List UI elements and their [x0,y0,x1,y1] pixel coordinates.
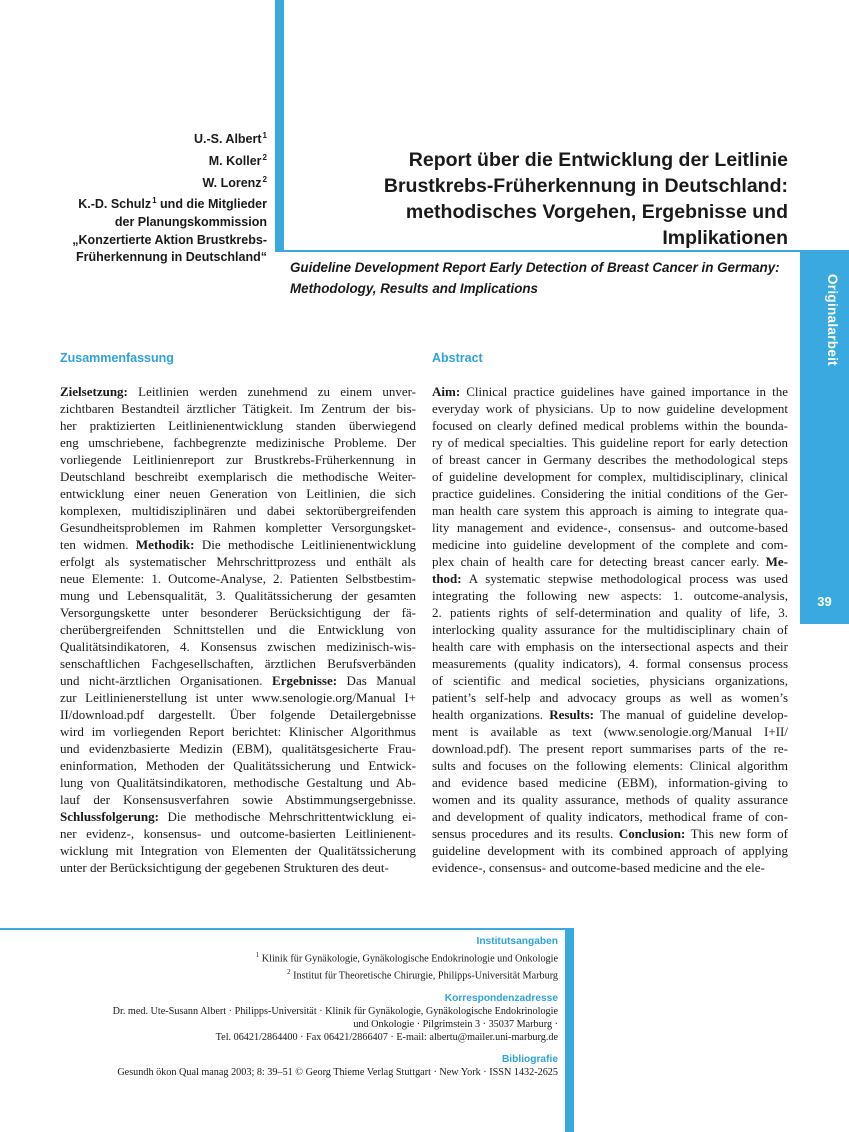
footer-rule [0,928,572,930]
zusammenfassung-body [60,383,416,876]
text-line: evidence-, consensus- and outcome-based medicine and the ele- [432,860,765,875]
korrespondenz-heading: Korrespondenzadresse [444,993,558,1005]
text-line: and development of quality indicators, methodical frame of con- [432,809,788,824]
text-line: medicine into guideline development of the complete and com- [432,537,788,552]
author-line: „Konzertierte Aktion Brustkrebs- [72,232,267,247]
text-line: of breast cancer in Germany describes the methodological steps [432,452,788,467]
text-line: unter der Berücksichtigung der gegebenen Strukturen des deut- [60,860,389,875]
text-line: patient’s self-help and advocacy groups as well as women’s [432,690,788,705]
text-line: ment is available as text (www.senologie.org/Manual I+II/ [432,724,788,739]
text-line: measurements (quality indicators), 4. formal consensus process [432,656,788,671]
text-line: her praktizierten Leitlinienentwicklung standen überwiegend [60,418,416,433]
text-line: practice guidelines. Considering the initial conditions of the Ger- [432,486,788,501]
article-title [300,147,788,251]
text-line: of guideline development for complex, multidisciplinary, clinical [432,469,788,484]
korrespondenz-line: Tel. 06421/2864400 · Fax 06421/2866407 · E-mail: albertu@mailer.uni-marburg.de [215,1031,558,1043]
zusammenfassung-heading: Zusammenfassung [60,351,174,365]
text-line: Deutschland beschreibt exemplarisch die methodische Weiter- [60,469,416,484]
text-line: wird im vorliegenden Report berichtet: Klinischer Algorithmus [60,724,416,739]
title-line: Brustkrebs-Früherkennung in Deutschland: [383,175,788,197]
institution-line: $^2$ Institut für Theoretische Chirurgie, Philipps-Universität Marburg [287,967,558,982]
author-line: Früherkennung in Deutschland“ [76,250,267,265]
article-info [40,936,558,1080]
text-line: plex chain of health care for detecting breast cancer early. Me- [432,554,788,569]
author-line: M. Koller$^2$ [208,152,267,168]
institution-line: $^1$ Klinik für Gynäkologie, Gynäkologische Endokrinologie und Onkologie [255,950,558,965]
text-line: lity management and evidence-, consensus- and outcome-based [432,520,788,535]
text-line: eng umschriebene, fachbegrenzte medizinische Probleme. Der [60,435,416,450]
text-line: ten widmen. Methodik: Die methodische Leitlinienentwicklung [60,537,417,552]
author-line: der Planungskommission [114,215,267,229]
text-line: download.pdf). The present report summarises parts of the re- [432,741,788,756]
text-line: integrating the following new aspects: 1. outcome-analysis, [432,588,788,603]
subtitle-line: Guideline Development Report Early Detection of Breast Cancer in Germany: [290,260,780,275]
text-line: Versorgungskette unter besonderer Berücksichtigung der fä- [60,605,416,620]
text-line: senschaftlichen Fachgesellschaften, ärztlichen Berufsverbänden [60,656,416,671]
text-line: everyday work of physicians. Up to now guideline development [432,401,788,416]
text-line: wicklung mit Integration von Elementen der Qualitätssicherung [60,843,416,858]
text-line: ry of medical specialties. This guideline report for early detection [432,435,788,450]
text-line: Gesundheitsproblemen im Rahmen kompletter Versorgungsket- [60,520,416,535]
text-line: health care with emphasis on the intersectional aspects and their [432,639,788,654]
korrespondenz-line: und Onkologie · Pilgrimstein 3 · 35037 Marburg · [353,1018,558,1030]
text-line: Schlussfolgerung: Die methodische Mehrschrittentwicklung ei- [60,809,416,824]
text-line: and evidence based medicine (EBM), information-giving to [432,775,788,790]
article-subtitle [290,257,790,299]
author-line: W. Lorenz$^2$ [202,174,267,190]
text-line: komplexen, multidisziplinären und dabei sektorübergreifenden [60,503,416,518]
text-line: Aim: Clinical practice guidelines have gained importance in the [432,384,788,399]
text-line: und nicht-ärztlichen Organisationen. Ergebnisse: Das Manual [60,673,416,688]
text-line: vorliegende Leitlinienreport zur Brustkrebs-Früherkennung in [60,452,416,467]
abstract-body [432,383,788,876]
text-line: interlocking quality assurance for the multidisciplinary chain of [432,622,788,637]
text-line: Qualitätsindikatoren, 4. Konsensus zwischen medizinisch-wis- [60,639,416,654]
text-line: eninformation, Methoden der Qualitätssicherung und Entwick- [60,758,416,773]
text-line: II/download.pdf dargestellt. Über folgende Detailergebnisse [60,707,416,722]
page-number: 39 [817,594,832,609]
text-line: ner evidenz-, konsensus- und outcome-basierten Leitlinienent- [60,826,416,841]
title-line: Report über die Entwicklung der Leitlinie [408,149,788,171]
title-line: Implikationen [662,227,788,249]
text-line: women and its quality assurance, methods of quality assurance [432,792,788,807]
subtitle-line: Methodology, Results and Implications [290,281,538,296]
institutsangaben-heading: Institutsangaben [476,936,558,947]
side-category-tab [800,252,849,624]
text-line: lung von Qualitätsindikatoren, methodische Gestaltung und Ab- [60,775,416,790]
text-line: cherübergreifenden Schnittstellen und die Entwicklung von [60,622,416,637]
text-line: health organizations. Results: The manual of guideline develop- [432,707,788,722]
category-label: Originalarbeit [825,274,840,366]
text-line: entwicklung einer neuen Generation von Leitlinien, die sich [60,486,416,501]
text-line: zichtbaren Bestandteil ärztlicher Tätigkeit. Im Zentrum der bis- [60,401,416,416]
bibliografie-line: Gesundh ökon Qual manag 2003; 8: 39–51 © Georg Thieme Verlag Stuttgart · New York · ISSN 1432-2625 [117,1067,558,1079]
author-list [40,127,267,267]
text-line: mung und Lebensqualität, 3. Qualitätssicherung der gesamten [60,588,416,603]
text-line: focused on clearly defined medical problems within the bounda- [432,418,788,433]
text-line: man health care system this approach is aiming to integrate qua- [432,503,788,518]
title-line: methodisches Vorgehen, Ergebnisse und [405,201,788,223]
footer-accent-bar [565,928,574,1132]
text-line: lauf der Konsensusverfahren sowie Abstimmungsergebnisse. [60,792,416,807]
text-line: 2. patients rights of self-determination and quality of life, 3. [432,605,788,620]
author-line: K.-D. Schulz$^1$ und die Mitglieder [78,196,267,212]
text-line: neue Elemente: 1. Outcome-Analyse, 2. Patienten Selbstbestim- [60,571,416,586]
text-line: thod: A systematic stepwise methodological process was used [432,571,788,586]
text-line: sults and focuses on the following elements: Clinical algorithm [432,758,788,773]
korrespondenz-line: Dr. med. Ute-Susann Albert · Philipps-Universität · Klinik für Gynäkologie, Gynäkologische Endokrinologie [112,1005,558,1017]
text-line: Zielsetzung: Leitlinien werden zunehmend zu einem unver- [60,384,416,399]
bibliografie-heading: Bibliografie [501,1054,558,1066]
author-line: U.-S. Albert$^1$ [193,131,267,147]
institutsangaben-lines [40,949,558,983]
abstract-heading: Abstract [432,351,483,365]
text-line: of scientific and medical societies, physicians organizations, [432,673,788,688]
text-line: sensus procedures and its results. Conclusion: This new form of [432,826,789,841]
text-line: erfolgt als systematischer Mehrschrittprozess und enthält als [60,554,416,569]
text-line: guideline development with its combined approach of applying [432,843,788,858]
text-line: zur Leitlinienerstellung ist unter www.senologie.org/Manual I+ [60,690,416,705]
text-line: und evidenzbasierte Medizin (EBM), qualitätsgesicherte Frau- [60,741,416,756]
top-accent-bar [275,0,284,252]
